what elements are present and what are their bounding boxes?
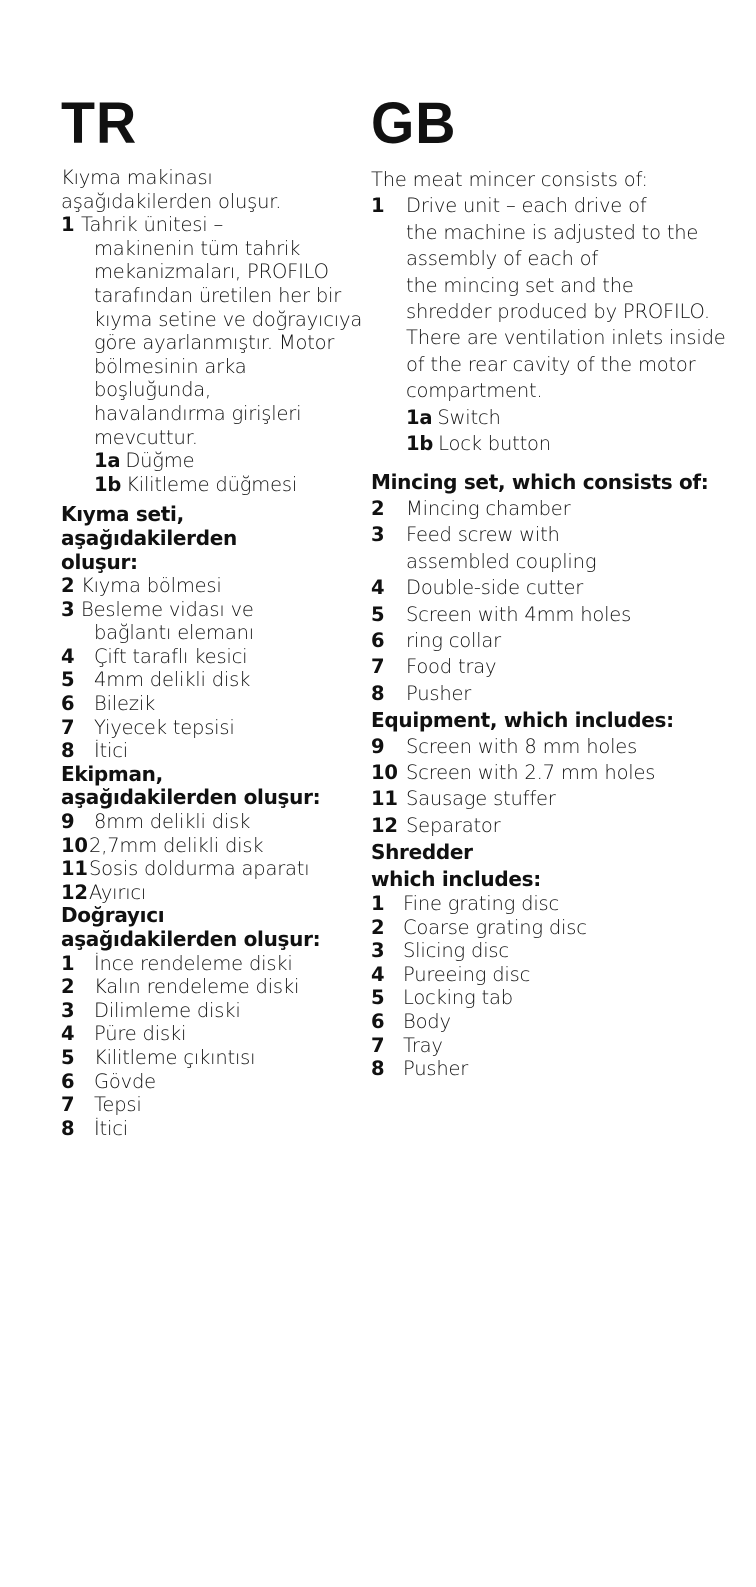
item-continuation: bağlantı elemanı <box>94 621 254 645</box>
item-number: 7 <box>371 655 385 679</box>
item-label: 8mm delikli disk <box>94 810 251 834</box>
list-item <box>371 681 733 707</box>
item-number: 7 <box>61 1093 75 1117</box>
item-label: Pureeing disc <box>403 962 531 986</box>
item-number: 4 <box>371 576 385 600</box>
item-label: Bilezik <box>94 692 156 716</box>
text-line: compartment. <box>406 379 543 403</box>
item-label: Screen with 8 mm holes <box>406 734 638 758</box>
text-line: assembly of each of <box>406 247 599 271</box>
list-item <box>61 881 366 905</box>
item-label: İtici <box>94 1116 128 1140</box>
item-number: 5 <box>61 1045 75 1069</box>
list-item <box>61 668 366 692</box>
item-number: 8 <box>61 739 75 763</box>
list-item <box>61 810 366 834</box>
item-label: İtici <box>94 739 128 763</box>
gb-column <box>371 91 733 1081</box>
list-item <box>61 739 366 763</box>
item-number: 1 <box>61 213 75 237</box>
item-continuation: assembled coupling <box>406 549 597 573</box>
list-item <box>94 473 366 497</box>
tr-drive-unit <box>61 213 366 237</box>
tr-drive-description <box>61 237 366 497</box>
item-number: 10 <box>61 833 88 857</box>
list-item <box>371 522 733 548</box>
list-item <box>61 975 366 999</box>
item-number: 2 <box>61 975 75 999</box>
item-label: Slicing disc <box>403 939 509 963</box>
item-number: 9 <box>371 734 385 758</box>
list-item <box>61 645 366 669</box>
item-number: 8 <box>371 1057 385 1081</box>
list-item <box>371 760 733 786</box>
item-number: 11 <box>61 857 88 881</box>
item-number: 4 <box>371 962 385 986</box>
list-item <box>371 892 733 916</box>
item-label: Çift taraflı kesici <box>94 644 248 668</box>
text-line: bölmesinin arka boşluğunda, <box>94 354 247 402</box>
list-item <box>371 602 733 628</box>
item-number: 3 <box>61 998 75 1022</box>
item-number: 6 <box>371 1009 385 1033</box>
item-label: Tray <box>403 1033 443 1057</box>
item-number: 4 <box>61 644 75 668</box>
list-item <box>371 734 733 760</box>
list-item <box>61 857 366 881</box>
list-item <box>61 834 366 858</box>
item-number: 6 <box>371 628 385 652</box>
item-label: Düğme <box>125 449 195 473</box>
section-heading: Ekipman, <box>61 761 163 786</box>
item-label: Switch <box>437 405 501 429</box>
item-number: 3 <box>371 523 385 547</box>
gb-shredder <box>371 839 733 1081</box>
item-number: 1a <box>406 405 433 429</box>
list-item <box>61 574 366 598</box>
section-heading: Kıyma seti, aşağıdakilerden <box>61 502 237 550</box>
item-number: 1b <box>94 472 122 496</box>
section-heading: Shredder <box>371 840 473 865</box>
text-line: the machine is adjusted to the <box>406 220 699 244</box>
item-label: Body <box>403 1009 451 1033</box>
list-item <box>371 963 733 987</box>
section-heading: aşağıdakilerden oluşur: <box>61 927 321 951</box>
list-item <box>371 575 733 601</box>
text-line: makinenin tüm tahrik <box>94 236 301 260</box>
section-heading: aşağıdakilerden oluşur: <box>61 785 321 810</box>
item-number: 12 <box>371 813 398 837</box>
item-label: 2,7mm delikli disk <box>89 833 264 857</box>
item-label: Screen with 2.7 mm holes <box>406 760 656 784</box>
list-item <box>371 628 733 654</box>
list-item <box>61 1093 366 1117</box>
item-label: Yiyecek tepsisi <box>94 715 235 739</box>
gb-drive-description <box>406 193 733 457</box>
list-item <box>371 986 733 1010</box>
list-item <box>371 939 733 963</box>
list-item <box>371 654 733 680</box>
tr-column <box>61 91 366 1140</box>
list-item <box>406 431 733 457</box>
item-label: Lock button <box>438 432 551 456</box>
item-number: 1 <box>371 891 385 915</box>
item-label: Kıyma bölmesi <box>81 574 222 598</box>
section-heading: Mincing set, which consists of: <box>371 470 709 495</box>
item-number: 1b <box>406 432 434 456</box>
item-label: Fine grating disc <box>403 891 560 915</box>
item-label: ring collar <box>406 628 501 652</box>
list-item <box>371 786 733 812</box>
text-line: mekanizmaları, PROFILO <box>94 260 329 284</box>
list-item <box>371 916 733 940</box>
item-number: 8 <box>61 1116 75 1140</box>
list-item <box>61 1070 366 1094</box>
item-number: 7 <box>371 1033 385 1057</box>
list-item <box>61 692 366 716</box>
list-item <box>371 1057 733 1081</box>
item-label: Coarse grating disc <box>403 915 587 939</box>
item-number: 2 <box>371 496 385 520</box>
list-item <box>371 1034 733 1058</box>
item-label: Kilitleme düğmesi <box>126 472 298 496</box>
item-label: Kilitleme çıkıntısı <box>94 1045 256 1069</box>
list-item <box>371 813 733 839</box>
list-item <box>61 1022 366 1046</box>
item-label: Gövde <box>94 1069 156 1093</box>
item-label: Tepsi <box>94 1093 142 1117</box>
item-label: Sausage stuffer <box>406 787 556 811</box>
text-line: kıyma setine ve doğrayıcıya <box>94 307 363 331</box>
text-line: havalandırma girişleri <box>94 401 302 425</box>
tr-mincing-set <box>61 503 366 763</box>
item-label: Separator <box>406 813 501 837</box>
list-item <box>61 952 366 976</box>
item-label: Feed screw with <box>406 523 560 547</box>
item-number: 3 <box>61 597 75 621</box>
item-label: 4mm delikli disk <box>94 668 251 692</box>
item-label: Pusher <box>403 1057 469 1081</box>
gb-mincing-set <box>371 469 733 707</box>
text-line: shredder produced by PROFILO. <box>406 300 710 324</box>
tr-shredder <box>61 904 366 1140</box>
gb-equipment <box>371 707 733 839</box>
item-label: Double-side cutter <box>406 576 584 600</box>
list-item <box>371 1010 733 1034</box>
item-number: 3 <box>371 939 385 963</box>
item-number: 10 <box>371 760 398 784</box>
item-number: 7 <box>61 715 75 739</box>
section-heading: Equipment, which includes: <box>371 708 674 733</box>
item-label: İnce rendeleme diski <box>94 951 293 975</box>
list-item <box>94 449 366 473</box>
item-number: 9 <box>61 810 75 834</box>
section-heading: which includes: <box>371 866 541 891</box>
item-label: Locking tab <box>403 986 513 1010</box>
item-label: Kalın rendeleme diski <box>94 975 300 999</box>
item-number: 2 <box>61 574 75 598</box>
gb-drive-unit <box>371 193 733 457</box>
item-number: 5 <box>61 668 75 692</box>
item-label: Besleme vidası ve <box>81 597 254 621</box>
list-item <box>406 405 733 431</box>
tr-intro: Kıyma makinası aşağıdakilerden oluşur. <box>61 166 282 213</box>
item-number: 5 <box>371 986 385 1010</box>
text-line: tarafından üretilen her bir <box>94 283 342 307</box>
list-item <box>61 999 366 1023</box>
text-line: the mincing set and the <box>406 273 634 297</box>
text-line: Drive unit – each drive of <box>406 194 647 218</box>
list-item <box>371 496 733 522</box>
item-label: Food tray <box>406 655 497 679</box>
tr-language-code: TR <box>61 91 138 156</box>
item-label: Screen with 4mm holes <box>406 602 632 626</box>
item-label: Tahrik ünitesi – <box>81 213 224 237</box>
item-label: Ayırıcı <box>89 880 147 904</box>
item-number: 5 <box>371 602 385 626</box>
text-line: göre ayarlanmıştır. Motor <box>94 331 335 355</box>
item-number: 11 <box>371 787 398 811</box>
item-number: 8 <box>371 681 385 705</box>
list-item <box>61 1046 366 1070</box>
text-line: of the rear cavity of the motor <box>406 352 696 376</box>
gb-language-code: GB <box>371 91 457 156</box>
gb-intro: The meat mincer consists of: <box>371 168 648 191</box>
text-line: mevcuttur. <box>94 425 198 449</box>
section-heading: oluşur: <box>61 549 138 574</box>
item-number: 2 <box>371 915 385 939</box>
item-label: Dilimleme diski <box>94 998 241 1022</box>
item-label: Püre diski <box>94 1022 187 1046</box>
section-heading: Doğrayıcı <box>61 903 165 928</box>
item-label: Pusher <box>406 681 472 705</box>
item-number: 1 <box>61 951 75 975</box>
item-label: Sosis doldurma aparatı <box>89 857 310 881</box>
list-item <box>61 598 366 622</box>
item-number: 4 <box>61 1022 75 1046</box>
list-item <box>61 1117 366 1141</box>
item-number: 6 <box>61 1069 75 1093</box>
item-number: 1 <box>371 194 385 218</box>
item-label: Mincing chamber <box>406 496 571 520</box>
item-number: 1a <box>94 449 121 473</box>
item-number: 6 <box>61 692 75 716</box>
tr-equipment <box>61 763 366 905</box>
list-item <box>61 716 366 740</box>
item-number: 12 <box>61 880 88 904</box>
text-line: There are ventilation inlets inside <box>406 326 726 350</box>
